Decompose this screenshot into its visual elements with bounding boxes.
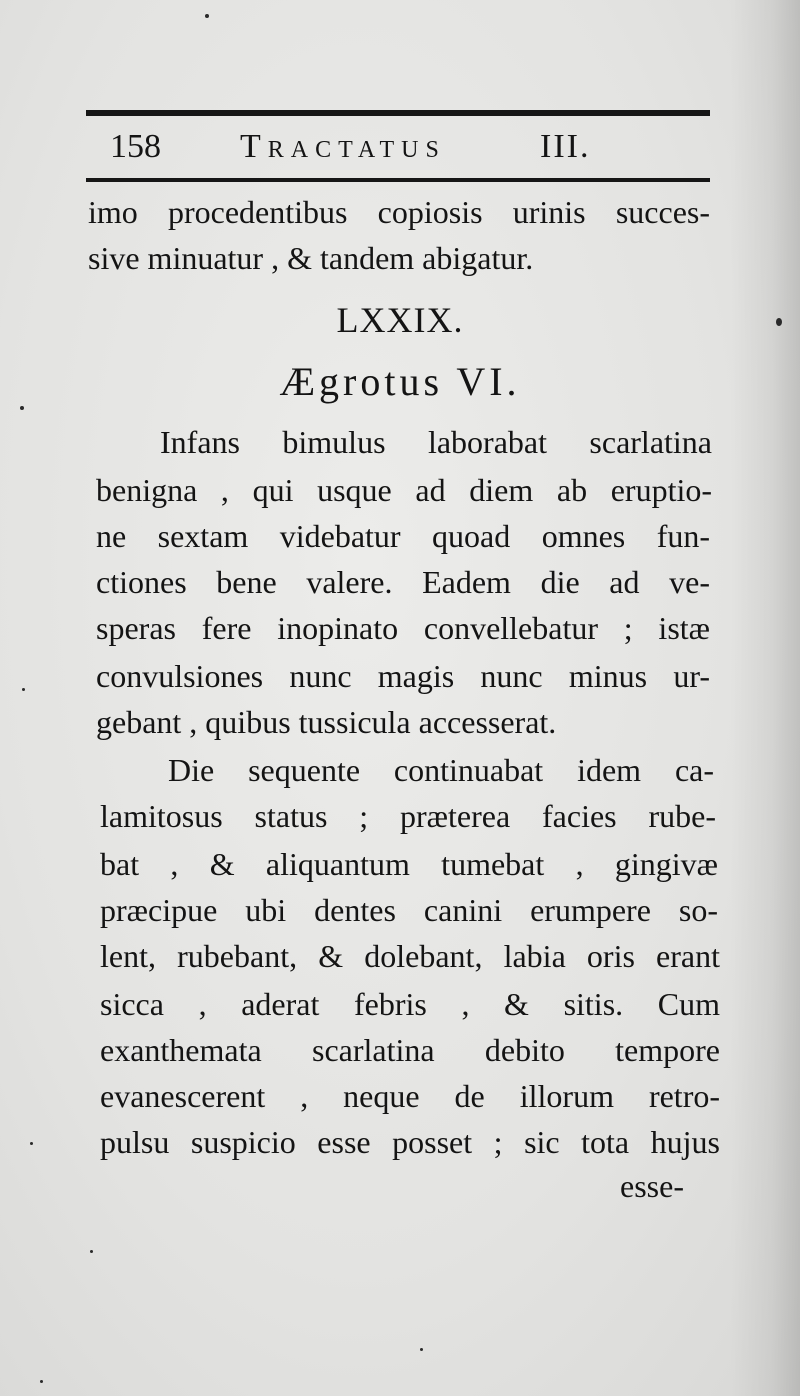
text-line: sicca , aderat febris , & sitis. Cum [100, 986, 720, 1022]
paper-speck [90, 1250, 93, 1253]
text-line: gebant , quibus tussicula accesserat. [96, 704, 557, 740]
text-line: Die sequente continuabat idem ca- [168, 752, 714, 788]
running-head-part: III. [540, 128, 591, 165]
running-head [110, 122, 670, 172]
paper-speck [22, 688, 25, 691]
paper-speck [205, 14, 209, 18]
text-line: sive minuatur , & tandem abigatur. [88, 240, 534, 276]
paper-speck [30, 1142, 33, 1145]
text-line: exanthemata scarlatina debito tempore [100, 1032, 720, 1068]
paper-speck [776, 318, 782, 326]
page-edge-shadow [730, 0, 800, 1396]
header-rule-bottom [86, 178, 710, 182]
text-line: ne sextam videbatur quoad omnes fun- [96, 518, 710, 554]
text-line: lamitosus status ; præterea facies rube- [100, 798, 716, 834]
text-line: convulsiones nunc magis nunc minus ur- [96, 658, 710, 694]
running-head-title: Tractatus [240, 128, 446, 165]
text-line: pulsu suspicio esse posset ; sic tota hujus [100, 1124, 720, 1160]
text-line: lent, rubebant, & dolebant, labia oris erant [100, 938, 720, 974]
text-line: evanescerent , neque de illorum retro- [100, 1078, 720, 1114]
text-line: ctiones bene valere. Eadem die ad ve- [96, 564, 710, 600]
text-line: bat , & aliquantum tumebat , gingivæ [100, 846, 718, 882]
text-line: Infans bimulus laborabat scarlatina [160, 424, 712, 460]
case-title: Ægrotus VI. [279, 359, 521, 404]
section-number: LXXIX. [336, 300, 464, 340]
text-line: imo procedentibus copiosis urinis succes- [88, 194, 710, 230]
catchword: esse- [620, 1168, 684, 1204]
page-number: 158 [110, 128, 161, 165]
paper-speck [20, 406, 24, 410]
text-line: præcipue ubi dentes canini erumpere so- [100, 892, 718, 928]
text-line: speras fere inopinato convellebatur ; istæ [96, 610, 710, 646]
text-line: benigna , qui usque ad diem ab eruptio- [96, 472, 712, 508]
paper-speck [40, 1380, 43, 1383]
paper-speck [420, 1348, 423, 1351]
header-rule-top [86, 110, 710, 116]
